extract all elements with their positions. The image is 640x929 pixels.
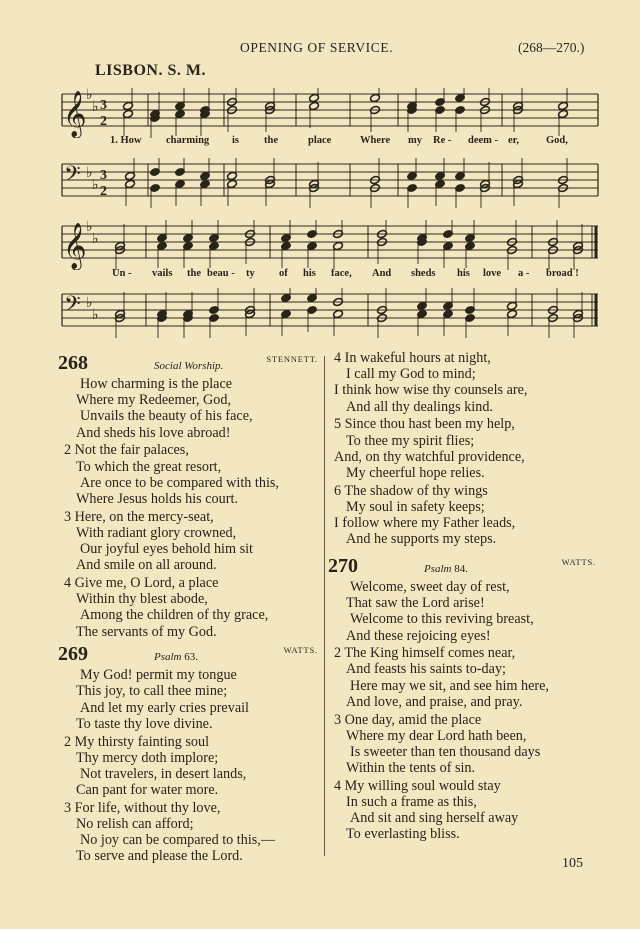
verse-line: And smile on all around. <box>76 557 217 574</box>
verse-line: And let my early cries prevail <box>80 699 250 716</box>
lyrics-line-1 <box>0 135 640 149</box>
hymn-heading <box>328 553 598 579</box>
hymn-range: (268—270.) <box>518 40 585 55</box>
lyric-syllable: place <box>308 135 332 146</box>
verse-line: I follow where my Father leads, <box>334 515 516 532</box>
hymn-continued <box>328 350 598 547</box>
verse-line: In such a frame as this, <box>346 794 477 811</box>
flat-icon: ♭ <box>86 296 93 311</box>
bass-staff-system-2 <box>0 288 640 338</box>
hymn-author: STENNETT. <box>266 354 318 364</box>
verse-line: Among the children of thy grace, <box>80 607 269 624</box>
verse-line: And all thy dealings kind. <box>346 398 493 415</box>
hymn-source-ref: 63. <box>184 651 198 664</box>
verse-line: 2 My thirsty fainting soul <box>64 733 210 750</box>
verse <box>328 778 598 843</box>
hymn-heading <box>58 350 320 376</box>
verse-line: 2 Not the fair palaces, <box>64 442 189 459</box>
lyric-syllable: a - <box>518 268 530 279</box>
hymn-source-ref: 84. <box>454 562 468 575</box>
left-column <box>58 350 320 866</box>
verse-line: I call my God to mind; <box>346 366 476 383</box>
lyric-syllable: face, <box>331 268 352 279</box>
verse-line: To taste thy love divine. <box>76 715 213 732</box>
hymn-source <box>424 563 468 575</box>
verse-line: Is sweeter than ten thousand days <box>350 743 541 760</box>
flat-icon: ♭ <box>92 232 99 247</box>
hymn-number: 270 <box>328 554 358 577</box>
verse-line: 6 The shadow of thy wings <box>334 482 488 499</box>
hymn-source-title: Psalm <box>154 651 182 664</box>
verse-line: And he supports my steps. <box>346 531 497 548</box>
verse-line: And, on thy watchful providence, <box>334 448 525 465</box>
verse-line: 4 In wakeful hours at night, <box>334 350 491 366</box>
lyric-syllable: And <box>372 268 392 279</box>
treble-clef-icon: 𝄞 <box>63 223 87 269</box>
verse-line: This joy, to call thee mine; <box>76 683 228 700</box>
lyric-syllable: God, <box>546 135 568 146</box>
lyric-syllable: sheds <box>411 268 436 279</box>
verse-line: 4 My willing soul would stay <box>334 777 501 794</box>
time-signature-bottom: 2 <box>100 114 107 129</box>
verse-line: Are once to be compared with this, <box>80 474 279 491</box>
lyric-syllable: of <box>279 268 288 279</box>
treble-staff-system-1 <box>0 88 640 138</box>
verse <box>58 734 320 799</box>
verse-line: No joy can be compared to this,— <box>80 832 276 849</box>
lyrics-line-2 <box>0 268 640 282</box>
verse-line: Thy mercy doth implore; <box>76 749 219 766</box>
bass-staff-system-1 <box>0 158 640 208</box>
hymn-268 <box>58 350 320 640</box>
verse <box>58 667 320 732</box>
hymn-source <box>154 360 223 372</box>
flat-icon: ♭ <box>92 178 99 193</box>
verse-line: Welcome to this reviving breast, <box>350 611 534 628</box>
verse <box>328 416 598 481</box>
verse-line: To thee my spirit flies; <box>346 432 475 449</box>
verse-line: My God! permit my tongue <box>80 667 237 684</box>
hymn-270 <box>328 553 598 843</box>
verse-line: 3 For life, without thy love, <box>64 799 221 816</box>
hymn-source-title: Social Worship. <box>154 360 224 372</box>
verse-line: And love, and praise, and pray. <box>346 693 523 710</box>
verse-line: My cheerful hope relies. <box>346 464 485 481</box>
verse <box>328 350 598 415</box>
verse-line: 3 One day, amid the place <box>334 711 482 728</box>
verse-line: Not travelers, in desert lands, <box>80 765 247 782</box>
verse-line: To serve and please the Lord. <box>76 848 243 865</box>
lyric-syllable: his <box>457 268 470 279</box>
lyric-syllable: the <box>187 268 201 279</box>
treble-staff-system-2 <box>0 220 640 270</box>
verse-line: And feasts his saints to-day; <box>346 661 506 678</box>
flat-icon: ♭ <box>92 308 99 323</box>
verse-line: That saw the Lord arise! <box>346 595 485 612</box>
lyric-syllable: charming <box>166 135 210 146</box>
verse <box>58 442 320 507</box>
lyric-syllable: 1. How <box>110 135 142 146</box>
lyric-syllable: is <box>232 135 240 146</box>
flat-icon: ♭ <box>86 220 93 235</box>
verse <box>58 376 320 441</box>
running-head: OPENING OF SERVICE. <box>240 40 394 55</box>
hymn-source-title: Psalm <box>424 562 452 575</box>
lyric-syllable: Re - <box>433 135 452 146</box>
hymn-number: 269 <box>58 643 88 666</box>
verse <box>328 712 598 777</box>
time-signature-top: 3 <box>100 168 107 183</box>
hymn-269 <box>58 641 320 864</box>
hymn-heading <box>58 641 320 667</box>
verse-line: Unvails the beauty of his face, <box>80 408 253 425</box>
verse-line: To which the great resort, <box>76 458 222 475</box>
verse-line: And sheds his love abroad! <box>76 424 231 441</box>
verse-line: 5 Since thou hast been my help, <box>334 416 515 433</box>
time-signature-bottom: 2 <box>100 184 107 199</box>
verse-line: I think how wise thy counsels are, <box>334 382 528 399</box>
lyric-syllable: Un - <box>112 268 132 279</box>
verse-line: And these rejoicing eyes! <box>346 627 491 644</box>
hymn-author: WATTS. <box>561 556 596 567</box>
right-column <box>328 350 598 844</box>
verse-line: How charming is the place <box>80 376 233 392</box>
verse <box>328 579 598 644</box>
verse-line: Within the tents of sin. <box>346 760 476 777</box>
verse-line: To everlasting bliss. <box>346 826 460 843</box>
lyric-syllable: vails <box>152 268 173 279</box>
lyric-syllable: Where <box>360 135 391 146</box>
column-divider <box>324 356 325 856</box>
flat-icon: ♭ <box>86 166 93 181</box>
hymn-author: WATTS. <box>283 645 318 656</box>
verse-line: Where my dear Lord hath been, <box>346 727 527 744</box>
verse-line: 3 Here, on the mercy-seat, <box>64 508 214 525</box>
flat-icon: ♭ <box>86 88 93 103</box>
page-number: 105 <box>562 856 583 871</box>
verse-line: Here may we sit, and see him here, <box>350 677 549 694</box>
verse-line: No relish can afford; <box>76 816 194 833</box>
lyric-syllable: his <box>303 268 316 279</box>
lyric-syllable: ty <box>246 268 255 279</box>
verse-line: With radiant glory crowned, <box>76 524 237 541</box>
verse-line: Within thy blest abode, <box>76 591 208 608</box>
verse-line: Our joyful eyes behold him sit <box>80 541 253 558</box>
verse <box>58 575 320 640</box>
lyric-syllable: er, <box>508 135 519 146</box>
verse <box>328 645 598 710</box>
verse-line: Welcome, sweet day of rest, <box>350 578 510 595</box>
bass-clef-icon: 𝄢 <box>64 292 81 322</box>
bass-clef-icon: 𝄢 <box>64 162 81 192</box>
lyric-syllable: deem - <box>468 135 499 146</box>
verse-line: Where my Redeemer, God, <box>76 392 232 409</box>
hymn-source <box>154 651 198 663</box>
lyric-syllable: broad ! <box>546 268 579 279</box>
verse-line: Where Jesus holds his court. <box>76 490 238 507</box>
time-signature-top: 3 <box>100 98 107 113</box>
verse-line: The servants of my God. <box>76 623 217 640</box>
treble-clef-icon: 𝄞 <box>63 91 87 137</box>
verse-line: 4 Give me, O Lord, a place <box>64 574 219 591</box>
verse <box>58 800 320 865</box>
lyric-syllable: beau - <box>207 268 235 279</box>
verse <box>328 483 598 548</box>
tune-title: LISBON. S. M. <box>95 62 206 79</box>
verse-line: Can pant for water more. <box>76 782 219 799</box>
lyric-syllable: my <box>408 135 422 146</box>
verse-line: 2 The King himself comes near, <box>334 645 516 662</box>
lyric-syllable: the <box>264 135 278 146</box>
hymn-number: 268 <box>58 352 88 374</box>
flat-icon: ♭ <box>92 100 99 115</box>
lyric-syllable: love <box>483 268 502 279</box>
verse <box>58 509 320 574</box>
verse-line: My soul in safety keeps; <box>346 498 485 515</box>
verse-line: And sit and sing herself away <box>350 810 519 827</box>
